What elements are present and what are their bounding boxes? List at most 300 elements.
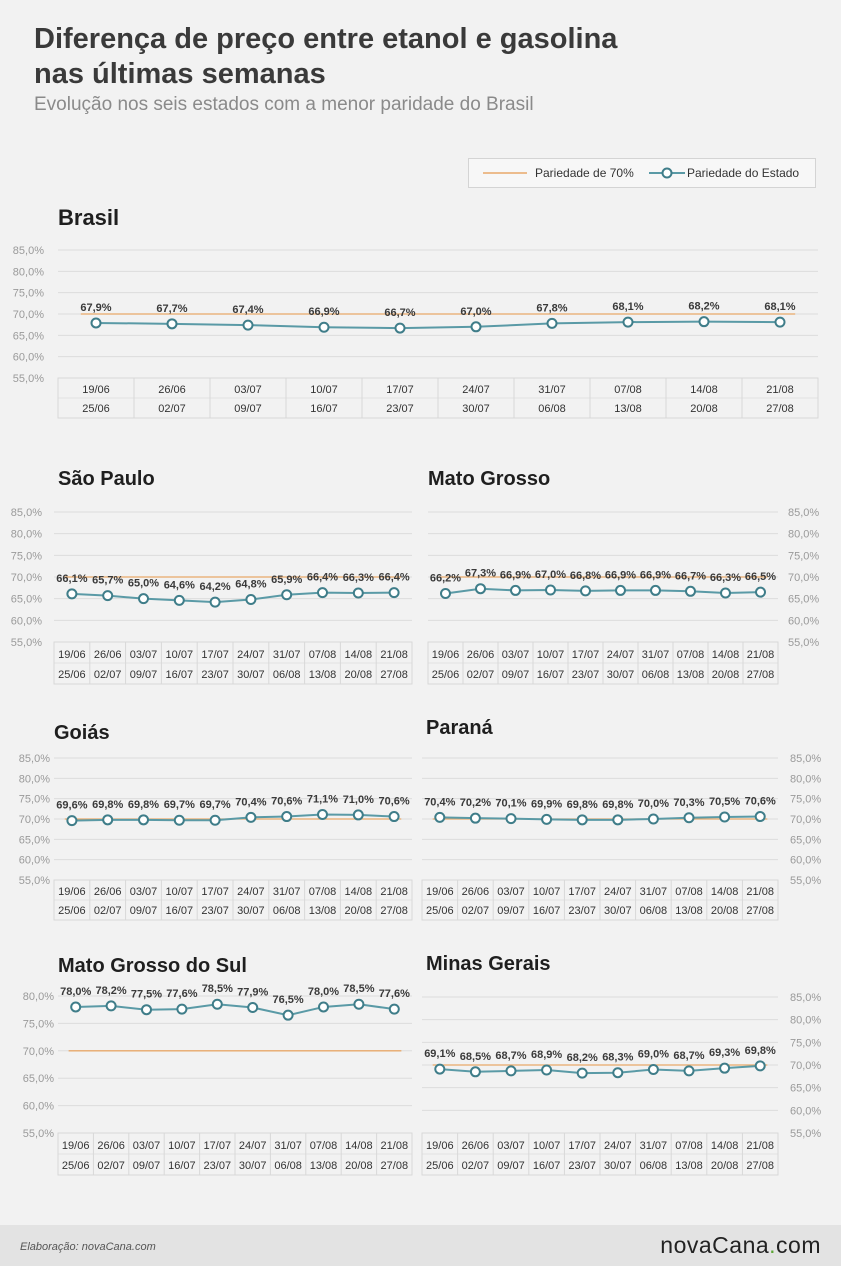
- x-tick-label-bottom: 02/07: [97, 1160, 125, 1172]
- y-tick-label: 70,0%: [790, 1060, 822, 1072]
- data-point: [67, 589, 76, 598]
- y-tick-label: 55,0%: [12, 373, 44, 385]
- x-tick-label-top: 03/07: [129, 649, 158, 661]
- state-line: [446, 589, 761, 594]
- x-tick-label-bottom: 23/07: [386, 403, 414, 415]
- data-point: [435, 813, 444, 822]
- x-tick-label-bottom: 06/08: [641, 669, 670, 681]
- state-line: [440, 817, 760, 820]
- data-label: 77,6%: [378, 988, 410, 1001]
- data-point: [651, 586, 660, 595]
- data-label: 68,7%: [495, 1049, 527, 1062]
- x-tick-label-bottom: 20/08: [690, 403, 718, 415]
- y-tick-label: 70,0%: [788, 572, 820, 584]
- state-line: [76, 1004, 395, 1015]
- x-tick-label-top: 26/06: [461, 1140, 490, 1152]
- data-point: [476, 584, 485, 593]
- x-tick-label-top: 07/08: [675, 886, 703, 898]
- y-tick-label: 75,0%: [12, 287, 44, 300]
- x-tick-label-top: 31/07: [538, 384, 566, 396]
- x-tick-label-top: 03/07: [497, 886, 525, 898]
- x-tick-label-top: 07/08: [308, 886, 337, 898]
- data-label: 67,7%: [156, 302, 188, 315]
- data-point: [248, 1003, 257, 1012]
- y-tick-label: 85,0%: [790, 992, 822, 1004]
- x-tick-label-bottom: 09/07: [129, 669, 158, 681]
- y-tick-label: 85,0%: [18, 753, 50, 765]
- data-point: [211, 598, 220, 607]
- x-tick-label-top: 21/08: [766, 384, 794, 396]
- data-point: [244, 321, 253, 330]
- x-tick-label-bottom: 09/07: [501, 669, 530, 681]
- data-label: 68,3%: [602, 1051, 634, 1064]
- x-tick-label-top: 26/06: [466, 649, 495, 661]
- data-label: 65,7%: [92, 574, 124, 587]
- x-tick-label-top: 07/08: [308, 649, 337, 661]
- data-label: 70,2%: [459, 797, 492, 810]
- x-tick-label-bottom: 16/07: [310, 403, 338, 415]
- x-tick-label-top: 21/08: [746, 1140, 774, 1152]
- data-label: 66,3%: [709, 572, 742, 585]
- data-label: 69,6%: [56, 799, 88, 812]
- logo-main: novaCana: [660, 1232, 770, 1258]
- x-tick-label-bottom: 13/08: [675, 905, 703, 917]
- y-tick-label: 55,0%: [788, 637, 820, 649]
- x-tick-label-bottom: 27/08: [380, 669, 408, 681]
- data-label: 71,1%: [306, 793, 339, 806]
- data-point: [649, 1065, 658, 1074]
- x-tick-label-top: 10/07: [532, 1140, 561, 1152]
- x-tick-label-top: 17/07: [203, 1140, 232, 1152]
- data-label: 69,8%: [602, 798, 634, 811]
- x-tick-label-bottom: 06/08: [274, 1160, 302, 1172]
- data-label: 69,7%: [163, 799, 195, 812]
- x-tick-label-top: 14/08: [710, 886, 739, 898]
- logo-dot: .: [769, 1232, 777, 1258]
- data-point: [578, 815, 587, 824]
- y-tick-label: 75,0%: [788, 550, 820, 563]
- x-tick-label-top: 10/07: [532, 886, 561, 898]
- data-point: [177, 1005, 186, 1014]
- data-label: 67,9%: [80, 301, 112, 314]
- data-point: [507, 1066, 516, 1075]
- data-point: [103, 815, 112, 824]
- x-tick-label-top: 03/07: [129, 886, 158, 898]
- x-tick-label-bottom: 16/07: [532, 905, 561, 917]
- data-point: [390, 588, 399, 597]
- x-tick-label-bottom: 25/06: [426, 1160, 454, 1172]
- x-tick-label-top: 14/08: [710, 1140, 739, 1152]
- data-label: 66,9%: [499, 569, 532, 582]
- data-point: [435, 1065, 444, 1074]
- data-point: [613, 815, 622, 824]
- x-tick-label-bottom: 06/08: [272, 669, 301, 681]
- x-tick-label-bottom: 27/08: [380, 905, 408, 917]
- x-tick-label-top: 19/06: [426, 1140, 454, 1152]
- data-point: [211, 816, 220, 825]
- x-tick-label-top: 14/08: [690, 384, 718, 396]
- x-tick-label-top: 07/08: [309, 1140, 338, 1152]
- category-table: [54, 642, 412, 684]
- y-tick-label: 80,0%: [790, 773, 822, 786]
- x-tick-label-top: 03/07: [501, 649, 530, 661]
- x-tick-label-top: 26/06: [93, 886, 122, 898]
- state-line: [440, 1066, 760, 1073]
- x-tick-label-bottom: 09/07: [234, 403, 262, 415]
- data-point: [548, 319, 557, 328]
- x-tick-label-top: 24/07: [237, 649, 265, 661]
- data-label: 68,9%: [530, 1048, 563, 1061]
- x-tick-label-top: 31/07: [274, 1140, 302, 1152]
- y-tick-label: 60,0%: [10, 615, 42, 628]
- x-tick-label-bottom: 02/07: [93, 669, 122, 681]
- data-point: [175, 816, 184, 825]
- x-tick-label-top: 26/06: [97, 1140, 125, 1152]
- data-label: 70,3%: [673, 796, 705, 809]
- x-tick-label-bottom: 02/07: [158, 403, 186, 415]
- x-tick-label-bottom: 20/08: [344, 905, 373, 917]
- data-point: [578, 1069, 587, 1078]
- x-tick-label-top: 03/07: [234, 384, 262, 396]
- y-tick-label: 65,0%: [10, 593, 42, 606]
- data-label: 64,2%: [199, 581, 231, 594]
- x-tick-label-bottom: 20/08: [710, 1160, 739, 1172]
- data-point: [616, 586, 625, 595]
- y-tick-label: 80,0%: [12, 266, 44, 279]
- data-label: 77,5%: [130, 988, 163, 1001]
- y-tick-label: 80,0%: [10, 528, 42, 541]
- x-tick-label-top: 24/07: [604, 886, 632, 898]
- data-label: 64,8%: [235, 578, 267, 591]
- x-tick-label-top: 31/07: [639, 1140, 668, 1152]
- data-label: 70,0%: [637, 798, 670, 810]
- data-point: [67, 816, 76, 825]
- parity-legend-label: Pariedade de 70%: [535, 166, 634, 180]
- y-tick-label: 70,0%: [12, 309, 44, 321]
- x-tick-label-top: 19/06: [82, 384, 110, 396]
- y-tick-label: 65,0%: [790, 834, 822, 847]
- x-tick-label-bottom: 09/07: [497, 905, 525, 917]
- data-point: [720, 812, 729, 821]
- y-tick-label: 60,0%: [18, 854, 50, 867]
- data-point: [246, 813, 255, 822]
- y-tick-label: 65,0%: [18, 834, 50, 847]
- category-table: [58, 1133, 412, 1175]
- x-tick-label-bottom: 27/08: [746, 1160, 774, 1172]
- x-tick-label-top: 10/07: [165, 649, 194, 661]
- x-tick-label-bottom: 27/08: [746, 905, 774, 917]
- data-label: 69,9%: [530, 798, 563, 811]
- category-table: [422, 1133, 778, 1175]
- x-tick-label-bottom: 06/08: [639, 905, 668, 917]
- x-tick-label-bottom: 20/08: [345, 1160, 373, 1172]
- data-label: 67,3%: [464, 567, 497, 580]
- data-label: 64,6%: [163, 579, 195, 592]
- data-label: 77,9%: [237, 986, 269, 999]
- x-tick-label-top: 17/07: [201, 886, 229, 898]
- x-tick-label-top: 10/07: [168, 1140, 196, 1152]
- data-label: 66,7%: [674, 570, 707, 583]
- category-table: [422, 880, 778, 920]
- chart-title: Mato Grosso: [428, 468, 551, 490]
- data-point: [720, 1064, 729, 1073]
- x-tick-label-top: 14/08: [345, 1140, 373, 1152]
- chart-title: Minas Gerais: [426, 953, 551, 975]
- data-point: [103, 591, 112, 600]
- x-tick-label-top: 19/06: [58, 649, 86, 661]
- x-tick-label-bottom: 30/07: [604, 905, 632, 917]
- x-tick-label-bottom: 13/08: [308, 669, 337, 681]
- x-tick-label-bottom: 13/08: [308, 905, 337, 917]
- x-tick-label-bottom: 23/07: [203, 1160, 232, 1172]
- data-label: 66,7%: [384, 307, 416, 320]
- data-label: 69,8%: [566, 798, 598, 811]
- x-tick-label-top: 21/08: [380, 1140, 409, 1152]
- x-tick-label-bottom: 06/08: [639, 1160, 668, 1172]
- data-label: 65,9%: [271, 573, 303, 586]
- data-point: [318, 588, 327, 597]
- y-tick-label: 70,0%: [18, 814, 50, 826]
- data-label: 65,0%: [127, 577, 160, 590]
- data-point: [107, 1001, 116, 1010]
- x-tick-label-top: 31/07: [641, 649, 670, 661]
- data-point: [471, 1067, 480, 1076]
- data-point: [284, 1011, 293, 1020]
- chart-legend: [468, 158, 816, 188]
- data-point: [396, 324, 405, 333]
- novacana-logo: [660, 1232, 821, 1259]
- data-point: [721, 589, 730, 598]
- x-tick-label-bottom: 25/06: [61, 1160, 90, 1172]
- x-tick-label-bottom: 30/07: [604, 1160, 632, 1172]
- y-tick-label: 75,0%: [790, 793, 822, 806]
- y-tick-label: 85,0%: [10, 507, 42, 519]
- data-point: [390, 812, 399, 821]
- data-point: [71, 1002, 80, 1011]
- data-label: 69,8%: [92, 798, 124, 811]
- x-tick-label-bottom: 02/07: [461, 905, 490, 917]
- data-label: 70,5%: [708, 795, 741, 808]
- y-tick-label: 80,0%: [788, 528, 820, 541]
- x-tick-label-top: 21/08: [746, 649, 775, 661]
- category-table: [54, 880, 412, 920]
- data-label: 66,9%: [639, 569, 672, 582]
- x-tick-label-bottom: 23/07: [201, 669, 229, 681]
- chart-title: Paraná: [426, 717, 493, 739]
- data-point: [472, 322, 481, 331]
- data-point: [168, 319, 177, 328]
- data-label: 66,3%: [342, 572, 374, 585]
- data-point: [213, 1000, 222, 1009]
- y-tick-label: 80,0%: [18, 773, 50, 786]
- x-tick-label-top: 17/07: [386, 384, 414, 396]
- x-tick-label-top: 24/07: [238, 1140, 267, 1152]
- data-point: [581, 586, 590, 595]
- data-point: [319, 1002, 328, 1011]
- data-point: [441, 589, 450, 598]
- x-tick-label-bottom: 02/07: [93, 905, 122, 917]
- x-tick-label-bottom: 13/08: [614, 403, 642, 415]
- data-point: [354, 589, 363, 598]
- category-table: [428, 642, 778, 684]
- data-label: 68,7%: [673, 1049, 705, 1062]
- data-label: 66,5%: [744, 571, 777, 584]
- y-tick-label: 75,0%: [790, 1037, 822, 1050]
- x-tick-label-bottom: 16/07: [532, 1160, 561, 1172]
- data-label: 78,5%: [201, 983, 233, 996]
- x-tick-label-top: 19/06: [426, 886, 454, 898]
- chart-title: Mato Grosso do Sul: [58, 955, 247, 977]
- data-label: 66,2%: [429, 572, 462, 585]
- x-tick-label-top: 31/07: [639, 886, 668, 898]
- state-legend-label: Pariedade do Estado: [687, 166, 800, 180]
- chart-title: São Paulo: [58, 468, 155, 490]
- x-tick-label-top: 07/08: [614, 384, 642, 396]
- data-point: [507, 814, 516, 823]
- data-point: [390, 1005, 399, 1014]
- x-tick-label-top: 24/07: [237, 886, 265, 898]
- data-label: 78,2%: [95, 984, 127, 997]
- data-label: 66,4%: [378, 571, 410, 584]
- y-tick-label: 60,0%: [790, 1105, 822, 1118]
- y-tick-label: 85,0%: [788, 507, 820, 519]
- x-tick-label-bottom: 30/07: [237, 905, 265, 917]
- x-tick-label-bottom: 02/07: [461, 1160, 490, 1172]
- x-tick-label-bottom: 20/08: [710, 905, 739, 917]
- x-tick-label-bottom: 09/07: [132, 1160, 161, 1172]
- x-tick-label-bottom: 27/08: [766, 403, 794, 415]
- data-point: [246, 595, 255, 604]
- chart-title: Goiás: [54, 722, 110, 744]
- x-tick-label-top: 26/06: [93, 649, 122, 661]
- x-tick-label-bottom: 23/07: [568, 905, 596, 917]
- y-tick-label: 55,0%: [22, 1128, 54, 1140]
- data-point: [175, 596, 184, 605]
- data-label: 70,6%: [271, 795, 303, 808]
- x-tick-label-top: 07/08: [675, 1140, 703, 1152]
- data-point: [139, 815, 148, 824]
- data-label: 78,0%: [307, 985, 340, 998]
- x-tick-label-top: 24/07: [604, 1140, 632, 1152]
- x-tick-label-top: 17/07: [568, 1140, 596, 1152]
- x-tick-label-bottom: 20/08: [711, 669, 740, 681]
- data-point: [320, 323, 329, 332]
- data-point: [756, 1061, 765, 1070]
- data-label: 70,4%: [235, 796, 267, 809]
- x-tick-label-top: 10/07: [310, 384, 338, 396]
- x-tick-label-bottom: 25/06: [431, 669, 460, 681]
- data-point: [685, 1066, 694, 1075]
- y-tick-label: 60,0%: [788, 615, 820, 628]
- data-point: [542, 815, 551, 824]
- y-tick-label: 55,0%: [10, 637, 42, 649]
- category-table: [58, 378, 818, 418]
- x-tick-label-bottom: 30/07: [606, 669, 635, 681]
- x-tick-label-bottom: 23/07: [201, 905, 229, 917]
- x-tick-label-bottom: 16/07: [168, 1160, 196, 1172]
- x-tick-label-bottom: 09/07: [129, 905, 158, 917]
- data-label: 66,4%: [306, 571, 339, 584]
- data-point: [92, 318, 101, 327]
- data-label: 69,8%: [127, 798, 160, 811]
- data-point: [282, 812, 291, 821]
- x-tick-label-top: 31/07: [272, 886, 301, 898]
- y-tick-label: 55,0%: [18, 875, 50, 887]
- data-point: [318, 810, 327, 819]
- x-tick-label-top: 03/07: [132, 1140, 161, 1152]
- data-point: [139, 594, 148, 603]
- x-tick-label-bottom: 02/07: [466, 669, 495, 681]
- data-label: 68,2%: [566, 1052, 598, 1065]
- y-tick-label: 85,0%: [790, 753, 822, 765]
- data-point: [700, 317, 709, 326]
- data-label: 70,1%: [495, 797, 527, 810]
- parity-legend-swatch: [479, 159, 539, 187]
- x-tick-label-top: 17/07: [201, 649, 229, 661]
- x-tick-label-top: 14/08: [344, 649, 373, 661]
- data-point: [685, 813, 694, 822]
- y-tick-label: 75,0%: [18, 793, 50, 806]
- y-tick-label: 65,0%: [790, 1082, 822, 1095]
- data-label: 78,0%: [60, 985, 92, 998]
- data-label: 70,4%: [424, 796, 456, 809]
- data-point: [354, 1000, 363, 1009]
- data-label: 66,9%: [604, 569, 637, 582]
- y-tick-label: 60,0%: [12, 351, 44, 364]
- data-point: [756, 588, 765, 597]
- data-point: [471, 814, 480, 823]
- x-tick-label-bottom: 25/06: [58, 669, 86, 681]
- data-point: [511, 586, 520, 595]
- y-tick-label: 75,0%: [22, 1018, 54, 1031]
- data-label: 68,2%: [688, 300, 720, 313]
- data-point: [649, 815, 658, 824]
- state-line: [72, 815, 394, 821]
- data-point: [546, 586, 555, 595]
- x-tick-label-bottom: 13/08: [675, 1160, 703, 1172]
- y-tick-label: 65,0%: [22, 1073, 54, 1086]
- y-tick-label: 65,0%: [788, 593, 820, 606]
- data-point: [282, 590, 291, 599]
- page-subtitle: Evolução nos seis estados com a menor paridade do Brasil: [34, 94, 534, 115]
- x-tick-label-top: 26/06: [158, 384, 186, 396]
- data-label: 68,5%: [459, 1050, 492, 1063]
- data-label: 66,9%: [308, 306, 340, 319]
- x-tick-label-top: 07/08: [676, 649, 705, 661]
- data-label: 68,1%: [764, 301, 796, 314]
- y-tick-label: 60,0%: [22, 1100, 54, 1113]
- data-label: 67,8%: [536, 302, 568, 315]
- state-line: [72, 593, 394, 603]
- x-tick-label-bottom: 25/06: [82, 403, 110, 415]
- y-tick-label: 80,0%: [22, 991, 54, 1003]
- x-tick-label-bottom: 16/07: [536, 669, 565, 681]
- x-tick-label-top: 19/06: [58, 886, 86, 898]
- logo-tld: com: [776, 1232, 821, 1258]
- x-tick-label-top: 03/07: [497, 1140, 525, 1152]
- x-tick-label-bottom: 25/06: [58, 905, 86, 917]
- x-tick-label-top: 24/07: [462, 384, 490, 396]
- x-tick-label-top: 10/07: [536, 649, 565, 661]
- x-tick-label-bottom: 30/07: [237, 669, 265, 681]
- page-title: Diferença de preço entre etanol e gasolina nas últimas semanas: [34, 23, 618, 90]
- data-label: 67,0%: [534, 569, 567, 581]
- x-tick-label-top: 21/08: [746, 886, 774, 898]
- state-line: [96, 322, 780, 328]
- x-tick-label-top: 19/06: [431, 649, 460, 661]
- data-point: [613, 1068, 622, 1077]
- x-tick-label-top: 17/07: [571, 649, 600, 661]
